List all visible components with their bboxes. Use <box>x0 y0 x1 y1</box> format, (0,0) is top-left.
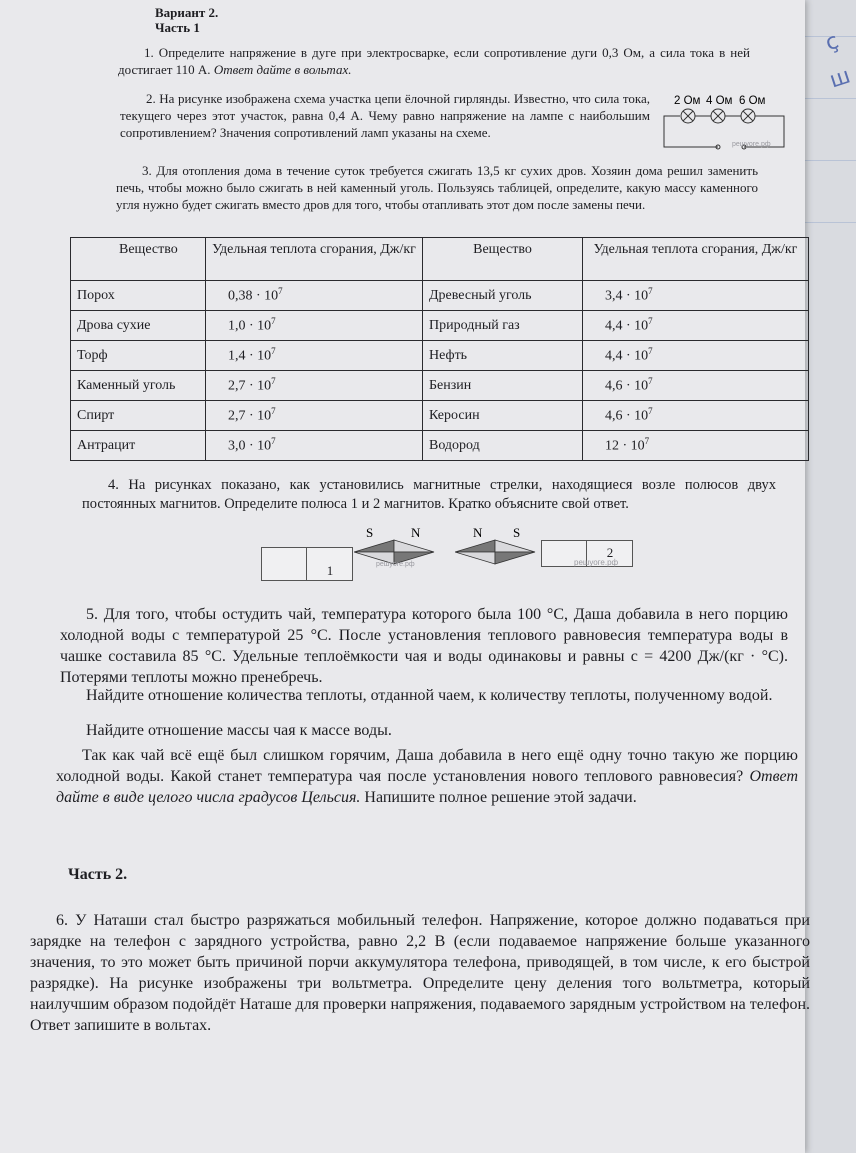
question-1-answer-hint: Ответ дайте в вольтах. <box>213 62 352 77</box>
substance-cell <box>71 281 206 311</box>
notebook-line <box>800 222 856 223</box>
exponent: 7 <box>271 436 276 447</box>
heat-value-cell-text: 0,38 · 10 <box>228 288 279 304</box>
substance-cell <box>71 431 206 461</box>
heat-value-cell <box>206 341 423 371</box>
substance-cell-text: Антрацит <box>77 437 136 453</box>
substance-cell <box>423 371 583 401</box>
exponent: 7 <box>648 406 653 417</box>
substance-cell-text: Спирт <box>77 407 115 423</box>
heat-value-cell <box>206 311 423 341</box>
heat-value-cell-text: 3,4 · 10 <box>605 288 649 304</box>
heat-value-cell <box>583 401 809 431</box>
exponent: 7 <box>648 376 653 387</box>
question-4: 4. На рисунках показано, как установились магнитные стрелки, находящиеся возле полюсов двух постоянных магнитов. Определите полюса 1 и 2 магнитов. Кратко объясните свой ответ. <box>82 477 776 512</box>
handwriting-mark: ш <box>826 63 854 94</box>
notebook-line <box>800 98 856 99</box>
substance-cell-text: Бензин <box>429 377 472 393</box>
table-row <box>71 341 809 371</box>
resistor-label-1: 2 Ом <box>674 95 701 107</box>
substance-cell <box>423 401 583 431</box>
question-5-paragraph-1: 5. Для того, чтобы остудить чай, температура которого была 100 °С, Даша добавила в него порцию холодной воды с температурой 25 °С. После установления теплового равновесия температура воды в чашке составила 85 °С. Удельные теплоёмкости чая и воды одинаковы и равны c = 4200 Дж/(кг · °С). Потерями теплоты можно пренебречь. <box>60 606 788 686</box>
lamp-icon <box>741 109 755 123</box>
heat-value-cell <box>583 431 809 461</box>
substance-cell <box>423 281 583 311</box>
needle-1-pole-left: S <box>366 525 374 540</box>
part1-title: Часть 1 <box>155 20 200 35</box>
heat-value-cell <box>583 281 809 311</box>
substance-cell <box>71 401 206 431</box>
table-row <box>71 311 809 341</box>
exponent: 7 <box>271 376 276 387</box>
exponent: 7 <box>648 286 653 297</box>
exponent: 7 <box>271 316 276 327</box>
notebook-line <box>800 160 856 161</box>
resistor-label-3: 6 Ом <box>739 95 766 107</box>
needle-2-pole-left: N <box>473 525 483 540</box>
question-2: 2. На рисунке изображена схема участка цепи ёлочной гирлянды. Известно, что сила тока, текущего через этот участок, равна 0,4 А. Чему равно напряжение на лампе с наибольшим сопротивлением? Значения сопротивлений ламп указаны на схеме. <box>120 91 650 140</box>
substance-cell <box>71 371 206 401</box>
magnet-2-label: 2 <box>606 545 614 560</box>
heat-value-cell <box>583 341 809 371</box>
substance-cell-text: Каменный уголь <box>77 377 176 393</box>
substance-cell-text: Дрова сухие <box>77 317 151 333</box>
magnet-1-label: 1 <box>326 563 334 578</box>
garland-circuit-diagram <box>660 92 790 154</box>
watermark: решуоге.рф <box>732 141 771 148</box>
question-5-paragraph-2: Найдите отношение количества теплоты, отданной чаем, к количеству теплоты, полученному водой. <box>86 687 773 704</box>
heat-value-cell-text: 1,4 · 10 <box>228 348 272 364</box>
needle-1-pole-right: N <box>411 525 421 540</box>
table-header: Вещество <box>423 238 583 281</box>
heat-value-cell-text: 4,4 · 10 <box>605 318 649 334</box>
substance-cell <box>423 341 583 371</box>
table-row <box>71 281 809 311</box>
substance-cell-text: Керосин <box>429 407 480 423</box>
table-header: Вещество <box>71 238 206 281</box>
substance-cell <box>423 311 583 341</box>
heat-value-cell-text: 4,4 · 10 <box>605 348 649 364</box>
question-1-text: 1. Определите напряжение в дуге при электросварке, если сопротивление дуги 0,3 Ом, а сила тока в ней достигает 110 А. <box>118 45 750 77</box>
watermark: решуоге.рф <box>574 558 619 567</box>
question-3: 3. Для отопления дома в течение суток требуется сжигать 13,5 кг сухих дров. Хозяин дома решил заменить печь, чтобы можно было сжигать в ней каменный уголь. Пользуясь таблицей, определите, какую массу каменного угля нужно будет сжигать вместо дров для того, чтобы отапливать этот дом после замены печи. <box>116 163 758 212</box>
heat-value-cell-text: 2,7 · 10 <box>228 378 272 394</box>
compass-needle-1 <box>354 524 436 572</box>
heat-value-cell <box>206 401 423 431</box>
exponent: 7 <box>648 316 653 327</box>
magnet-1 <box>261 547 353 581</box>
heat-value-cell <box>583 311 809 341</box>
exponent: 7 <box>271 346 276 357</box>
variant-title: Вариант 2. <box>155 5 219 20</box>
table-row <box>71 371 809 401</box>
table-header: Удельная теплота сгорания, Дж/кг <box>206 238 423 281</box>
table-row <box>71 431 809 461</box>
table-row <box>71 401 809 431</box>
substance-cell-text: Древесный уголь <box>429 287 532 303</box>
substance-cell <box>71 341 206 371</box>
heat-of-combustion-table <box>70 237 809 461</box>
question-5-text-end: Напишите полное решение этой задачи. <box>360 789 637 806</box>
substance-cell-text: Торф <box>77 347 108 363</box>
exponent: 7 <box>644 436 650 447</box>
part2-title: Часть 2. <box>68 866 128 883</box>
substance-cell-text: Природный газ <box>429 317 520 333</box>
question-6: 6. У Наташи стал быстро разряжаться мобильный телефон. Напряжение, которое должно подаваться при зарядке на телефон с зарядного устройства, равно 2,2 В (если подаваемое напряжение больше указанного значения, то это может быть причиной порчи аккумулятора телефона, приводящей, в том числе, к его быстрой разрядке). На рисунке изображены три вольтметра. Определите цену деления того вольтметра, который наилучшим образом подойдёт Наташе для проверки напряжения, подаваемого зарядным устройством на телефон. Ответ запишите в вольтах. <box>30 912 811 1034</box>
question-1 <box>118 44 750 78</box>
lamp-icon <box>681 109 695 123</box>
exponent: 7 <box>278 286 283 297</box>
exponent: 7 <box>648 346 653 357</box>
substance-cell-text: Водород <box>429 437 480 453</box>
exponent: 7 <box>271 406 276 417</box>
heat-value-cell <box>583 371 809 401</box>
substance-cell-text: Нефть <box>429 347 468 363</box>
question-5-paragraph-4 <box>56 745 798 808</box>
lamp-icon <box>711 109 725 123</box>
compass-needle-2 <box>455 524 537 572</box>
table-header: Удельная теплота сгорания, Дж/кг <box>583 238 809 281</box>
heat-value-cell-text: 3,0 · 10 <box>228 438 272 454</box>
heat-value-cell-text: 2,7 · 10 <box>228 408 272 424</box>
heat-value-cell-text: 4,6 · 10 <box>605 408 649 424</box>
question-5-text: Так как чай всё ещё был слишком горячим, Даша добавила в него ещё одну точно такую же порцию холодной воды. Какой станет температура чая после установления нового теплового равновесия? <box>56 747 798 785</box>
heat-value-cell-text: 12 · 10 <box>605 438 645 454</box>
heat-value-cell <box>206 371 423 401</box>
question-5-answer-hint: Ответ дайте в виде целого числа градусов Цельсия. <box>56 768 798 806</box>
resistor-label-2: 4 Ом <box>706 95 733 107</box>
handwriting-mark: ç <box>822 28 843 57</box>
table-header-row <box>71 238 809 281</box>
needle-2-pole-right: S <box>513 525 521 540</box>
substance-cell <box>71 311 206 341</box>
heat-value-cell <box>206 281 423 311</box>
heat-value-cell-text: 1,0 · 10 <box>228 318 272 334</box>
watermark: решуоге.рф <box>376 561 415 568</box>
question-5-paragraph-3: Найдите отношение массы чая к массе воды. <box>86 722 392 739</box>
substance-cell <box>423 431 583 461</box>
heat-value-cell <box>206 431 423 461</box>
heat-value-cell-text: 4,6 · 10 <box>605 378 649 394</box>
substance-cell-text: Порох <box>77 287 115 303</box>
